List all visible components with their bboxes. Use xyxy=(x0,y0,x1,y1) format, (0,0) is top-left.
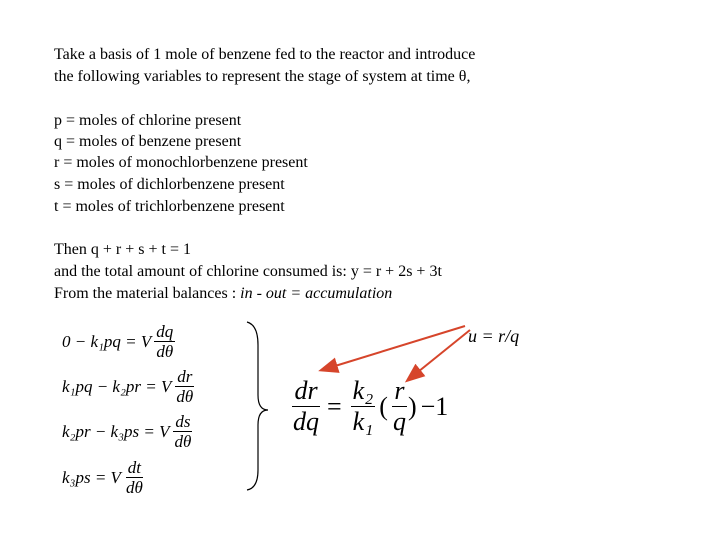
substitution-label: u = r/q xyxy=(468,326,520,346)
arrow-to-r-q xyxy=(408,330,470,380)
derivative: $\frac{ds}{d\theta}$ xyxy=(174,412,192,451)
intro-line-1: Take a basis of 1 mole of benzene fed to the reactor and introduce xyxy=(54,46,476,63)
sum-relation: Then q + r + s + t = 1 xyxy=(54,241,191,258)
intro-line-2: the following variables to represent the stage of system at time θ, xyxy=(54,68,471,85)
result-equation: $\frac{dr}{dq}$ = $\frac{\text{k₂}}{\text{k₁}}$ ( $\frac{r}{q}$ ) −1 xyxy=(293,376,449,436)
arrow-to-dr-dq xyxy=(322,326,465,370)
balance-formula: in - out = accumulation xyxy=(240,285,393,302)
variable-q: q = moles of benzene present xyxy=(54,133,242,150)
balance-prefix: From the material balances : xyxy=(54,285,241,302)
variable-p: p = moles of chlorine present xyxy=(54,112,242,129)
derivative: $\frac{dt}{d\theta}$ xyxy=(125,458,143,497)
variable-r: r = moles of monochlorbenzene present xyxy=(54,154,308,171)
variable-t: t = moles of trichlorbenzene present xyxy=(54,198,285,215)
derivative: $\frac{dq}{d\theta}$ xyxy=(156,322,174,361)
variable-s: s = moles of dichlorbenzene present xyxy=(54,176,285,193)
result-tail: −1 xyxy=(420,391,449,421)
chlorine-relation: and the total amount of chlorine consumed is: y = r + 2s + 3t xyxy=(54,263,442,280)
equation-lhs: k₂pr − k₃ps = V xyxy=(62,421,170,441)
rate-ratio-fraction: $\frac{\text{k₂}}{\text{k₁}}$ xyxy=(352,376,374,436)
system-brace xyxy=(247,322,268,490)
r-over-q-fraction: $\frac{r}{q}$ xyxy=(392,376,406,436)
result-lhs-fraction: $\frac{dr}{dq}$ xyxy=(293,376,319,436)
equation-lhs: k₃ps = V xyxy=(62,467,121,487)
equation-lhs: k₁pq − k₂pr = V xyxy=(62,376,172,396)
equation-lhs: 0 − k₁pq = V xyxy=(62,331,152,351)
derivative: $\frac{dr}{d\theta}$ xyxy=(176,367,194,406)
